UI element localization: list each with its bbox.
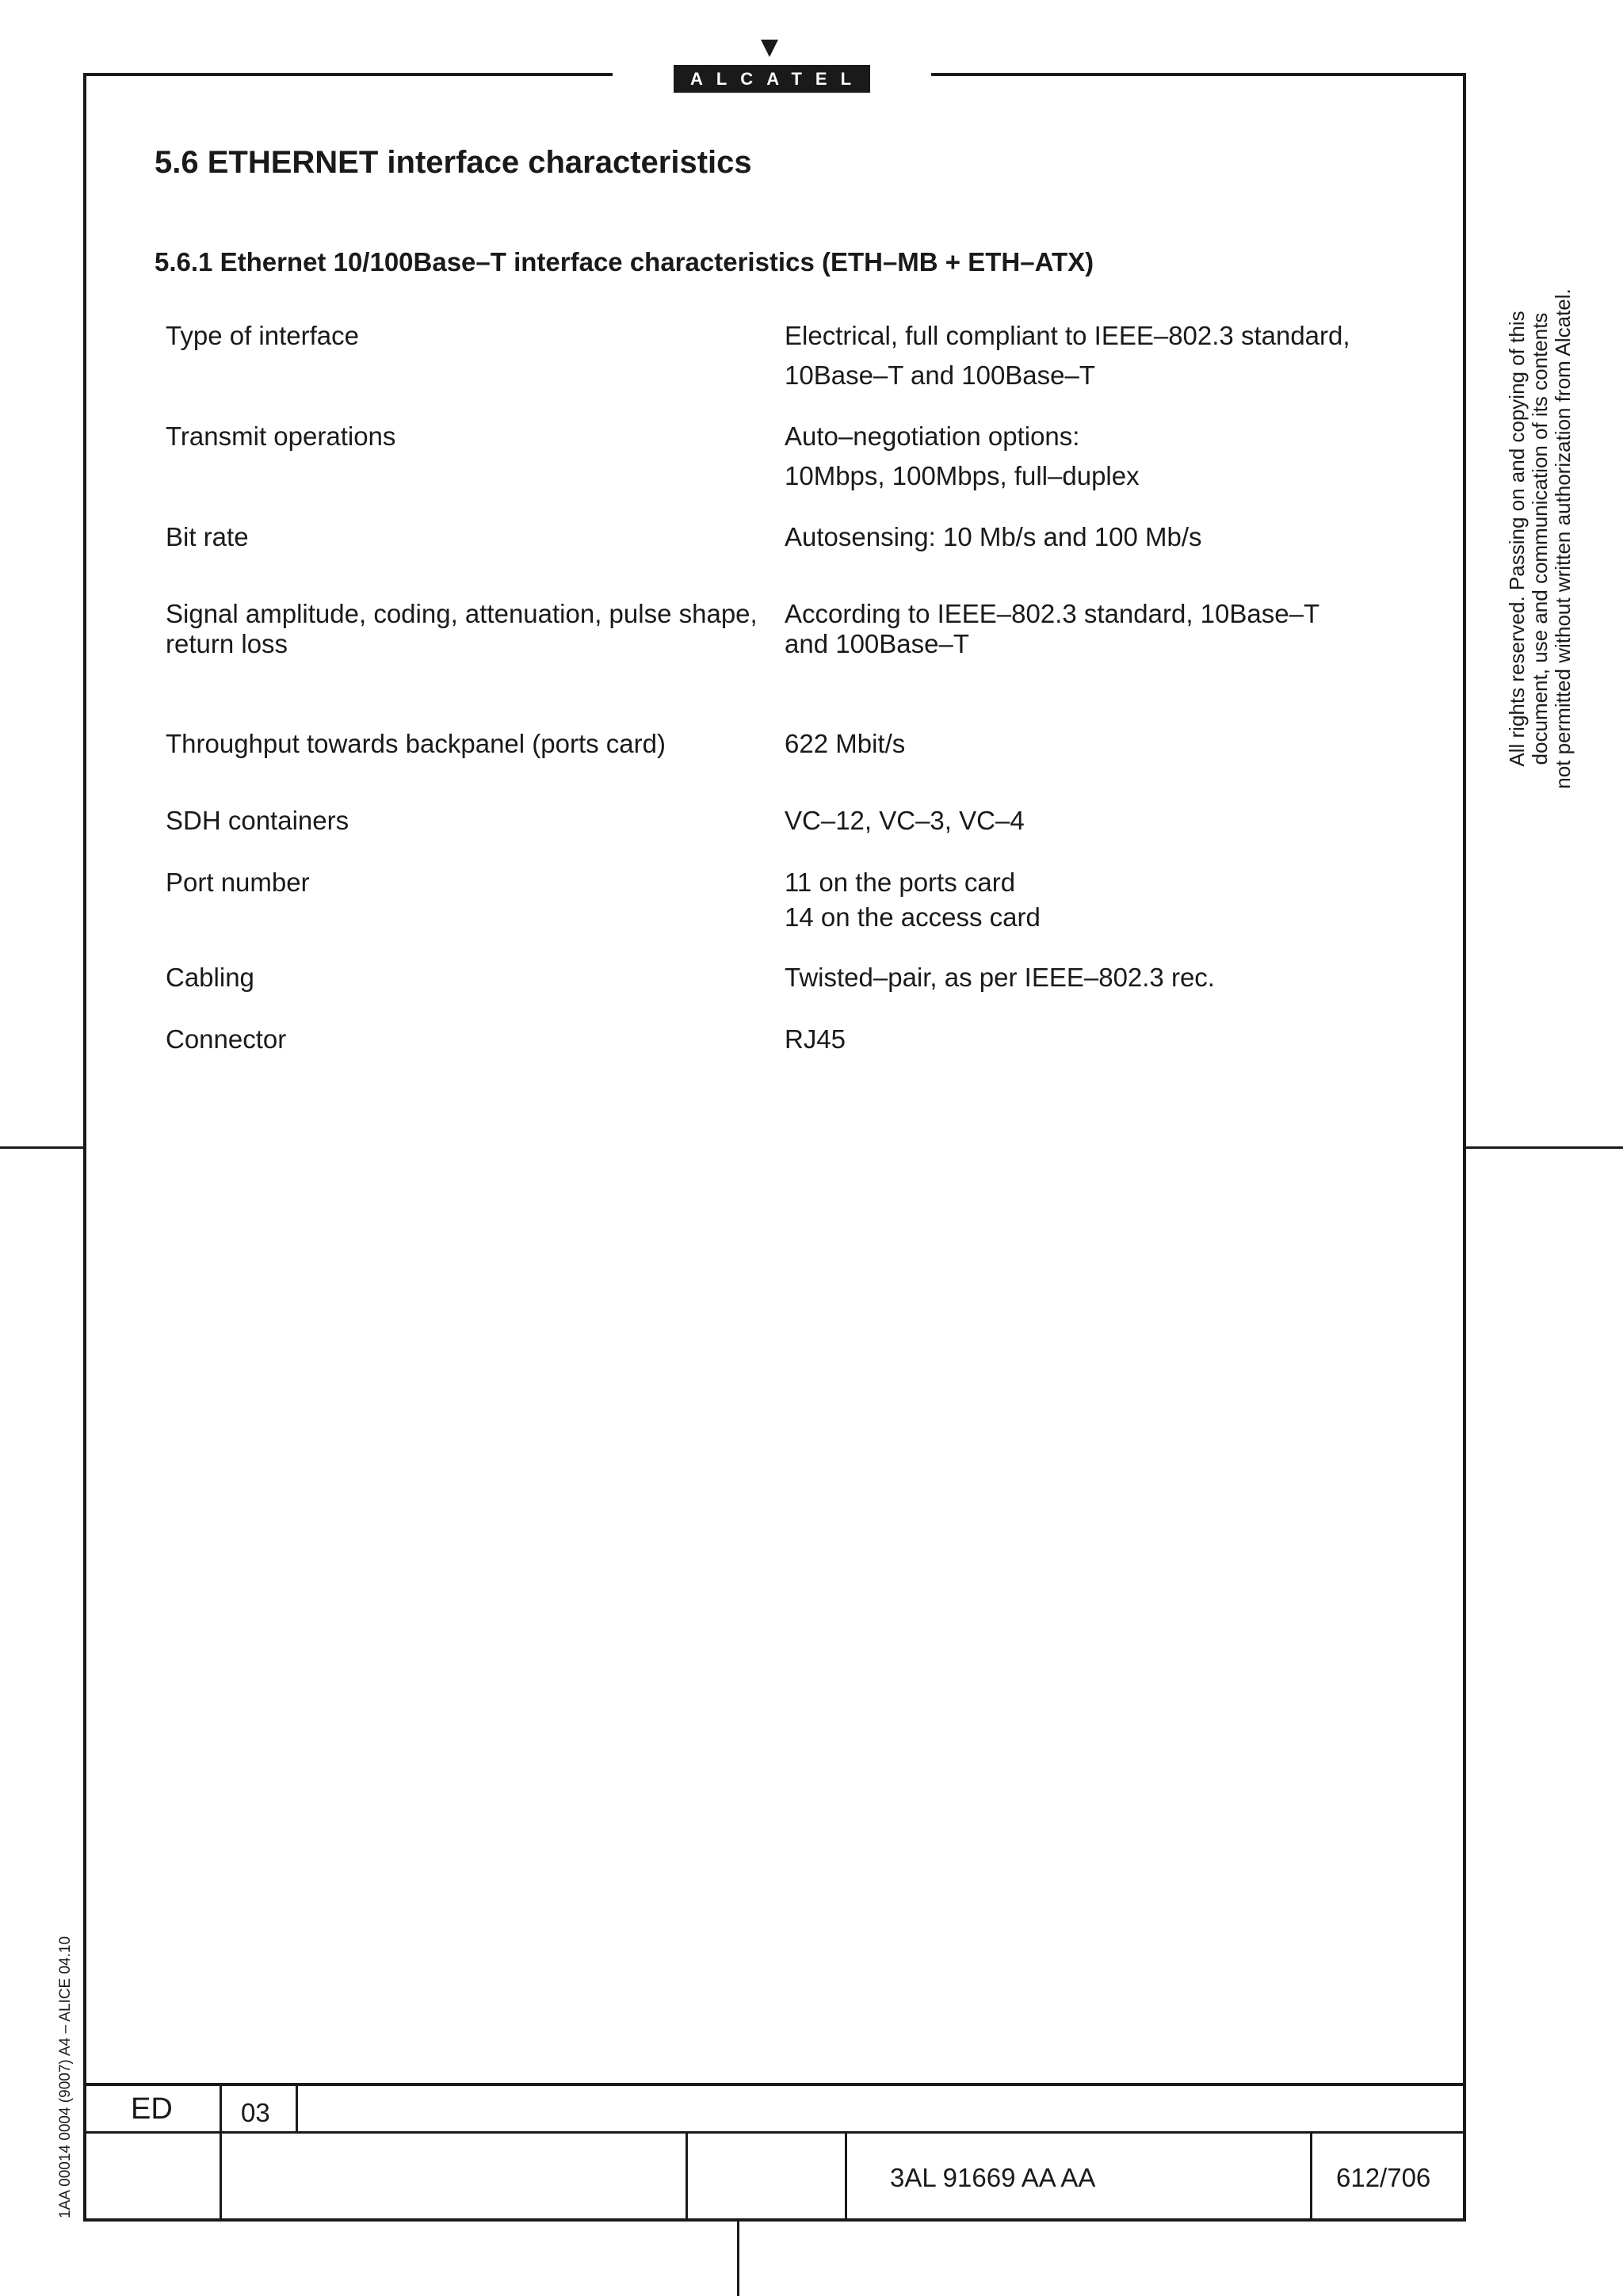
spec-label: Throughput towards backpanel (ports card) xyxy=(166,729,666,758)
copyright-line: All rights reserved. Passing on and copying of this xyxy=(1505,311,1529,767)
spec-value-line: VC–12, VC–3, VC–4 xyxy=(785,806,1025,835)
form-code: 1AA 00014 0004 (9007) A4 – ALICE 04.10 xyxy=(57,1936,74,2218)
spec-label: Bit rate xyxy=(166,522,249,551)
spec-value-line: 14 on the access card xyxy=(785,902,1041,932)
frame-left xyxy=(83,73,86,2222)
binding-mark-bottom xyxy=(737,2222,739,2296)
spec-label: Port number xyxy=(166,868,310,897)
copyright-line: document, use and communication of its contents xyxy=(1528,312,1552,765)
subsection-title: 5.6.1 Ethernet 10/100Base–T interface characteristics (ETH–MB + ETH–ATX) xyxy=(155,247,1094,277)
spec-value-line: 10Base–T and 100Base–T xyxy=(785,360,1096,390)
spec-value xyxy=(785,321,1403,391)
spec-value-line: RJ45 xyxy=(785,1024,846,1054)
spec-value xyxy=(785,421,1403,491)
spec-value xyxy=(785,963,1403,993)
footer-middle-rule xyxy=(83,2131,1466,2134)
footer-divider-3 xyxy=(685,2131,688,2222)
spec-value-line: 622 Mbit/s xyxy=(785,729,906,758)
spec-value xyxy=(785,1024,1403,1055)
spec-label: Type of interface xyxy=(166,321,359,350)
spec-value xyxy=(785,522,1403,552)
footer-top-rule xyxy=(83,2083,1466,2086)
spec-label-line: Signal amplitude, coding, attenuation, pulse xyxy=(166,599,672,628)
logo-triangle-icon xyxy=(761,40,778,57)
copyright-notice xyxy=(1505,273,1575,804)
spec-value xyxy=(785,729,1403,759)
frame-top-left xyxy=(83,73,613,76)
edition-label: ED xyxy=(131,2092,173,2126)
spec-value-line: Twisted–pair, as per IEEE–802.3 rec. xyxy=(785,963,1215,992)
edition-value: 03 xyxy=(241,2098,270,2127)
spec-value xyxy=(785,868,1403,933)
logo-wordmark: ALCATEL xyxy=(674,65,870,93)
spec-label: SDH containers xyxy=(166,806,349,835)
spec-value-line: Auto–negotiation options: xyxy=(785,421,1080,451)
section-title: 5.6 ETHERNET interface characteristics xyxy=(155,145,752,180)
copyright-line: not permitted without written authorization from Alcatel. xyxy=(1551,288,1575,789)
footer-divider-5 xyxy=(1310,2131,1312,2222)
footer-divider-4 xyxy=(845,2131,847,2222)
footer-divider-2 xyxy=(296,2083,298,2133)
spec-label-line: shape, return loss xyxy=(166,599,758,658)
spec-value-line: According to IEEE–802.3 standard, 10Base–T xyxy=(785,599,1320,628)
spec-value-line: and 100Base–T xyxy=(785,629,970,658)
spec-value-line: 10Mbps, 100Mbps, full–duplex xyxy=(785,461,1140,490)
spec-value xyxy=(785,806,1403,836)
spec-value-line: Autosensing: 10 Mb/s and 100 Mb/s xyxy=(785,522,1202,551)
footer-bottom-rule xyxy=(83,2218,1466,2222)
fold-mark-left xyxy=(0,1146,83,1149)
alcatel-logo xyxy=(674,40,870,95)
frame-top-right xyxy=(931,73,1466,76)
spec-label: Cabling xyxy=(166,963,254,992)
spec-value-line: Electrical, full compliant to IEEE–802.3 standard, xyxy=(785,321,1350,350)
document-number: 3AL 91669 AA AA xyxy=(890,2163,1096,2192)
spec-value xyxy=(785,599,1403,659)
spec-label: Connector xyxy=(166,1024,287,1054)
fold-mark-right xyxy=(1466,1146,1623,1149)
spec-label: Transmit operations xyxy=(166,421,396,451)
spec-label xyxy=(166,599,768,659)
page-number: 612/706 xyxy=(1336,2163,1431,2192)
spec-value-line: 11 on the ports card xyxy=(785,868,1016,897)
footer-divider-1 xyxy=(220,2083,222,2222)
